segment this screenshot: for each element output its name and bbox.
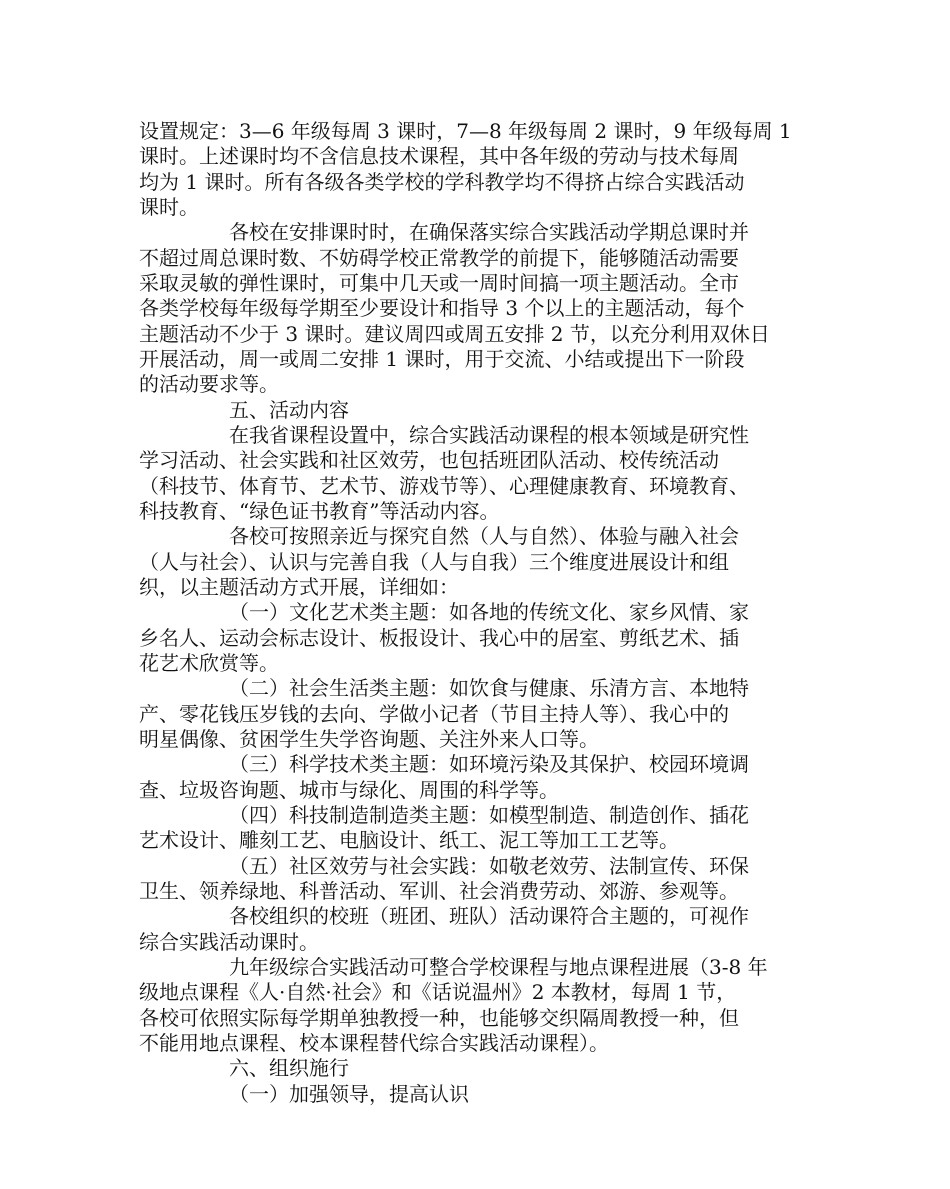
text-line: 明星偶像、贫困学生失学咨询题、关注外来人口等。 (139, 727, 599, 751)
text-line: 艺术设计、雕刻工艺、电脑设计、纸工、泥工等加工工艺等。 (139, 828, 679, 852)
text-line: 的活动要求等。 (139, 372, 279, 396)
text-line: 各校在安排课时时，在确保落实综合实践活动学期总课时并 (229, 220, 749, 244)
text-line: 学习活动、社会实践和社区效劳，也包括班团队活动、校传统活动 (139, 448, 719, 472)
text-line: 各校可按照亲近与探究自然（人与自然）、体验与融入社会 (229, 524, 739, 548)
subsection-heading: （一）加强领导，提高认识 (229, 1082, 469, 1106)
text-line: （四）科技制造制造类主题：如模型制造、制造创作、插花 (229, 803, 749, 827)
text-line: 各类学校每年级每学期至少要设计和指导 3 个以上的主题活动，每个 (139, 296, 745, 320)
text-line: 设置规定：3—6 年级每周 3 课时，7—8 年级每周 2 课时，9 年级每周 1 (139, 119, 792, 143)
text-line: 乡名人、运动会标志设计、板报设计、我心中的居室、剪纸艺术、插 (139, 626, 739, 650)
text-line: （三）科学技术类主题：如环境污染及其保护、校园环境调 (229, 752, 749, 776)
text-line: 不能用地点课程、校本课程替代综合实践活动课程）。 (139, 1031, 609, 1055)
text-line: 课时。上述课时均不含信息技术课程，其中各年级的劳动与技术每周 (139, 144, 739, 168)
section-heading: 六、组织施行 (229, 1056, 349, 1080)
text-line: 九年级综合实践活动可整合学校课程与地点课程进展（3-8 年 (229, 955, 768, 979)
text-line: （人与社会）、认识与完善自我（人与自我）三个维度进展设计和组 (139, 550, 729, 574)
text-line: 采取灵敏的弹性课时，可集中几天或一周时间搞一项主题活动。全市 (139, 271, 739, 295)
text-line: 各校组织的校班（班团、班队）活动课符合主题的，可视作 (229, 904, 749, 928)
text-line: 科技教育、“绿色证书教育”等活动内容。 (139, 499, 500, 523)
text-line: 均为 1 课时。所有各级各类学校的学科教学均不得挤占综合实践活动 (139, 170, 745, 194)
section-heading: 五、活动内容 (229, 398, 349, 422)
text-line: （科技节、体育节、艺术节、游戏节等）、心理健康教育、环境教育、 (139, 474, 749, 498)
text-line: （一）文化艺术类主题：如各地的传统文化、家乡风情、家 (229, 600, 749, 624)
text-line: 织，以主题活动方式开展，详细如： (139, 575, 459, 599)
text-line: （二）社会生活类主题：如饮食与健康、乐清方言、本地特 (229, 676, 749, 700)
text-line: 级地点课程《人·自然·社会》和《话说温州》2 本教材，每周 1 节， (139, 980, 737, 1004)
text-line: 综合实践活动课时。 (139, 930, 319, 954)
text-line: （五）社区效劳与社会实践：如敬老效劳、法制宣传、环保 (229, 854, 749, 878)
text-line: 查、垃圾咨询题、城市与绿化、周围的科学等。 (139, 778, 559, 802)
text-line: 花艺术欣赏等。 (139, 651, 279, 675)
text-line: 产、零花钱压岁钱的去向、学做小记者（节目主持人等）、我心中的 (139, 702, 729, 726)
text-line: 各校可依照实际每学期单独教授一种，也能够交织隔周教授一种，但 (139, 1006, 739, 1030)
text-line: 课时。 (139, 195, 199, 219)
text-line: 开展活动，周一或周二安排 1 课时，用于交流、小结或提出下一阶段 (139, 347, 745, 371)
text-line: 在我省课程设置中，综合实践活动课程的根本领域是研究性 (229, 423, 749, 447)
text-line: 不超过周总课时数、不妨碍学校正常教学的前提下，能够随活动需要 (139, 246, 739, 270)
text-line: 卫生、领养绿地、科普活动、军训、社会消费劳动、郊游、参观等。 (139, 879, 739, 903)
text-line: 主题活动不少于 3 课时。建议周四或周五安排 2 节，以充分利用双休日 (139, 322, 770, 346)
